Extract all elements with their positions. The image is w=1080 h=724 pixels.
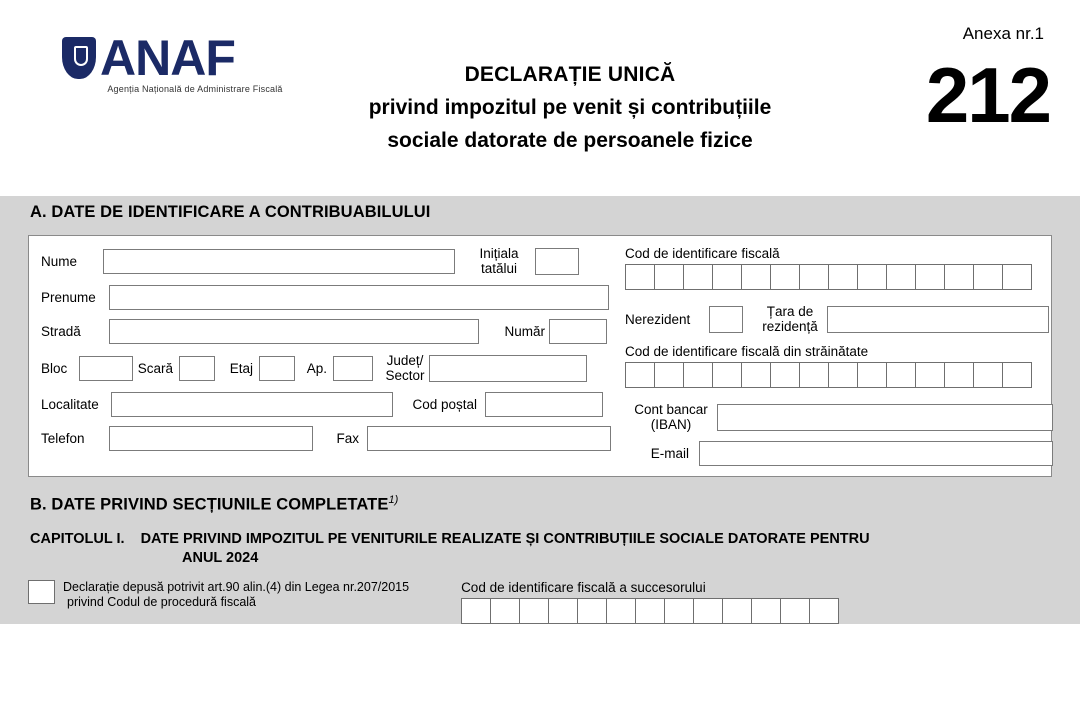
cif-succesor-cell[interactable]: [780, 598, 810, 624]
cif-strainatate-cell[interactable]: [886, 362, 916, 388]
anexa-label: Anexa nr.1: [962, 24, 1044, 43]
cif-succesor-cell[interactable]: [664, 598, 694, 624]
cif-succesor-cell[interactable]: [635, 598, 665, 624]
label-cif: Cod de identificare fiscală: [625, 246, 780, 261]
declaratie-line-2: privind Codul de procedură fiscală: [67, 594, 256, 609]
label-cif-strainatate: Cod de identificare fiscală din străinătate: [625, 344, 869, 359]
input-cif-succesor-boxes[interactable]: [461, 598, 838, 624]
document-header: [0, 0, 1080, 196]
input-judet-sector[interactable]: [429, 355, 587, 382]
cif-cell[interactable]: [712, 264, 742, 290]
section-b-footnote-marker: 1): [388, 494, 399, 506]
row-telefon-fax: [41, 426, 611, 451]
input-prenume[interactable]: [109, 285, 609, 310]
label-cont-bancar: Cont bancar (IBAN): [634, 402, 708, 432]
section-a-body: [0, 229, 1080, 487]
input-ap[interactable]: [333, 356, 373, 381]
label-localitate: Localitate: [41, 397, 99, 412]
input-tara-rezidenta[interactable]: [827, 306, 1049, 333]
cif-cell[interactable]: [944, 264, 974, 290]
cif-cell[interactable]: [770, 264, 800, 290]
label-initiala-tatalui: Inițiala tatălui: [479, 246, 519, 276]
identification-left-column: [41, 246, 611, 468]
row-nume: [41, 246, 611, 276]
document-title: [280, 58, 860, 157]
label-tara-rezidenta: Țara de rezidență: [762, 304, 818, 334]
cif-succesor-cell[interactable]: [693, 598, 723, 624]
cif-strainatate-cell[interactable]: [828, 362, 858, 388]
anaf-wordmark: ANAF: [100, 30, 235, 86]
label-numar: Număr: [504, 324, 545, 339]
input-scara[interactable]: [179, 356, 215, 381]
label-strada: Stradă: [41, 324, 81, 339]
cif-cell[interactable]: [683, 264, 713, 290]
label-nerezident: Nerezident: [625, 311, 691, 327]
cif-succesor-cell[interactable]: [751, 598, 781, 624]
label-etaj: Etaj: [229, 360, 253, 376]
identification-panel: [28, 235, 1052, 477]
cif-strainatate-cell[interactable]: [654, 362, 684, 388]
cif-strainatate-cell[interactable]: [712, 362, 742, 388]
label-prenume: Prenume: [41, 290, 96, 305]
row-nerezident: [625, 304, 1053, 334]
input-cif-strainatate-boxes[interactable]: [625, 362, 1053, 388]
capitol-1-line-2: ANUL 2024: [182, 549, 259, 566]
cif-strainatate-cell[interactable]: [625, 362, 655, 388]
anaf-subtitle: Agenția Națională de Administrare Fiscală: [107, 84, 283, 94]
section-a-title: A. DATE DE IDENTIFICARE A CONTRIBUABILULUI: [30, 203, 431, 221]
input-cod-postal[interactable]: [485, 392, 603, 417]
cif-succesor-cell[interactable]: [461, 598, 491, 624]
cif-strainatate-cell[interactable]: [944, 362, 974, 388]
row-cont-bancar: [625, 402, 1053, 432]
row-prenume: [41, 285, 611, 310]
label-cif-succesor: Cod de identificare fiscală a succesorului: [461, 579, 706, 595]
cif-strainatate-cell[interactable]: [770, 362, 800, 388]
declaratie-succesor-text: [63, 580, 409, 610]
succesor-block: [461, 580, 838, 624]
checkbox-declaratie-succesor[interactable]: [28, 580, 55, 604]
cif-cell[interactable]: [1002, 264, 1032, 290]
label-ap: Ap.: [306, 360, 327, 376]
input-bloc[interactable]: [79, 356, 133, 381]
cif-cell[interactable]: [654, 264, 684, 290]
row-email: [625, 441, 1053, 466]
title-line-2: privind impozitul pe venit și contribuțiile: [368, 96, 772, 119]
capitol-1-header: [0, 522, 1080, 576]
capitol-1-label: CAPITOLUL I.: [30, 530, 125, 547]
input-strada[interactable]: [109, 319, 479, 344]
cif-strainatate-cell[interactable]: [857, 362, 887, 388]
cif-strainatate-cell[interactable]: [741, 362, 771, 388]
label-fax: Fax: [336, 431, 359, 446]
input-cont-bancar-iban[interactable]: [717, 404, 1053, 431]
cif-strainatate-cell[interactable]: [915, 362, 945, 388]
section-b-header: [0, 487, 1080, 522]
label-email: E-mail: [650, 446, 689, 461]
cif-cell[interactable]: [915, 264, 945, 290]
cif-cell[interactable]: [828, 264, 858, 290]
cif-cell[interactable]: [973, 264, 1003, 290]
cif-cell[interactable]: [741, 264, 771, 290]
label-cod-postal: Cod poștal: [412, 397, 477, 412]
title-line-1: DECLARAȚIE UNICĂ: [464, 63, 676, 86]
input-etaj[interactable]: [259, 356, 295, 381]
cif-strainatate-cell[interactable]: [799, 362, 829, 388]
capitol-1-line-1: DATE PRIVIND IMPOZITUL PE VENITURILE REALIZATE ȘI CONTRIBUȚIILE SOCIALE DATORATE PENTRU: [140, 530, 870, 547]
row-strada: [41, 319, 611, 344]
cif-strainatate-cell[interactable]: [1002, 362, 1032, 388]
input-email[interactable]: [699, 441, 1053, 466]
row-localitate: [41, 392, 611, 417]
label-judet-sector: Județ/ Sector: [385, 353, 425, 383]
title-line-3: sociale datorate de persoanele fizice: [387, 129, 753, 152]
capitol-1-body: [0, 576, 1080, 624]
label-telefon: Telefon: [41, 431, 85, 446]
cif-succesor-cell[interactable]: [490, 598, 520, 624]
cif-succesor-cell[interactable]: [548, 598, 578, 624]
declaratie-line-1: Declarație depusă potrivit art.90 alin.(4) din Legea nr.207/2015: [63, 579, 410, 594]
cif-cell[interactable]: [625, 264, 655, 290]
declaratie-succesor-block: [28, 580, 409, 624]
cif-succesor-cell[interactable]: [809, 598, 839, 624]
input-numar[interactable]: [549, 319, 607, 344]
input-localitate[interactable]: [111, 392, 393, 417]
anaf-logo: [62, 30, 312, 94]
shield-icon: [62, 37, 96, 79]
cif-cell[interactable]: [799, 264, 829, 290]
cif-succesor-cell[interactable]: [519, 598, 549, 624]
label-bloc: Bloc: [41, 360, 68, 376]
identification-right-column: [611, 246, 1053, 468]
input-cif-boxes[interactable]: [625, 264, 1053, 290]
checkbox-nerezident[interactable]: [709, 306, 743, 333]
cif-strainatate-cell[interactable]: [683, 362, 713, 388]
cif-succesor-cell[interactable]: [722, 598, 752, 624]
label-nume: Nume: [41, 253, 78, 269]
row-adresa-detalii: [41, 353, 611, 383]
cif-succesor-cell[interactable]: [577, 598, 607, 624]
section-b-title: B. DATE PRIVIND SECȚIUNILE COMPLETATE: [30, 495, 389, 514]
cif-succesor-cell[interactable]: [606, 598, 636, 624]
cif-cell[interactable]: [886, 264, 916, 290]
input-telefon[interactable]: [109, 426, 313, 451]
form-number: 212: [925, 51, 1050, 139]
cif-cell[interactable]: [857, 264, 887, 290]
input-fax[interactable]: [367, 426, 611, 451]
cif-strainatate-cell[interactable]: [973, 362, 1003, 388]
label-scara: Scară: [137, 360, 173, 376]
input-nume[interactable]: [103, 249, 455, 274]
section-a-header: [0, 196, 1080, 229]
input-initiala-tatalui[interactable]: [535, 248, 579, 275]
